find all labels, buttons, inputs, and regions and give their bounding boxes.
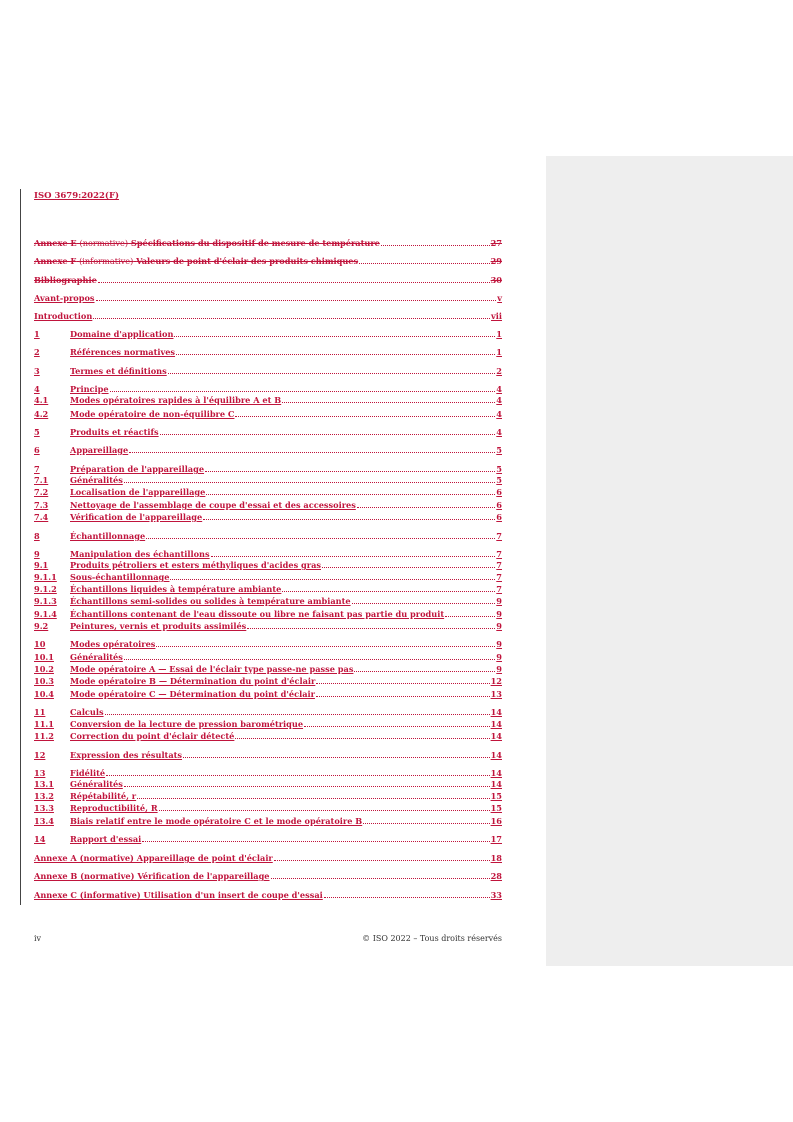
toc-entry-number: 11.2: [34, 731, 54, 741]
toc-entry-title-text: Principe: [70, 384, 109, 394]
toc-entry-number: 9.1: [34, 560, 49, 570]
toc-entry-page: 14: [490, 750, 502, 760]
toc-dot-leader: [105, 714, 490, 715]
toc-entry-number: 10.2: [34, 664, 54, 674]
toc-entry-number: 13.4: [34, 816, 54, 826]
toc-entry-number: 11: [34, 707, 46, 717]
toc-entry[interactable]: [34, 834, 502, 845]
toc-dot-leader: [271, 878, 490, 879]
toc-entry-title: [70, 676, 315, 687]
toc-entry-title: [70, 664, 353, 675]
toc-entry-title-text: Appareillage: [70, 445, 129, 455]
comment-pane: [546, 156, 793, 966]
toc-entry-page: 15: [490, 791, 502, 801]
toc-entry-title-text: Annexe B (normative) Vérification de l'appareillage: [34, 871, 270, 881]
toc-entry-page: 2: [496, 366, 502, 376]
toc-entry-title: [70, 487, 205, 498]
toc-dot-leader: [170, 579, 495, 580]
toc-dot-leader: [316, 696, 490, 697]
toc-entry-title: [70, 779, 123, 790]
toc-entry-title-text: Échantillons liquides à température ambiante: [70, 584, 282, 594]
toc-entry-title: [70, 707, 104, 718]
toc-entry-title-text: Introduction: [34, 311, 93, 321]
toc-entry-page: 29: [490, 256, 502, 266]
toc-dot-leader: [124, 786, 490, 787]
page-number: iv: [34, 934, 42, 943]
toc-entry-page: v: [497, 293, 502, 303]
toc-entry-title-text: Annexe C (informative) Utilisation d'un insert de coupe d'essai: [34, 890, 323, 900]
toc-entry-page: 7: [496, 531, 502, 541]
toc-dot-leader: [176, 354, 495, 355]
toc-entry-title: [70, 609, 444, 620]
toc-entry[interactable]: [34, 512, 502, 523]
toc-entry-title: [70, 512, 202, 523]
toc-entry-title: [70, 366, 167, 377]
toc-dot-leader: [381, 245, 490, 246]
toc-entry-page: 14: [490, 768, 502, 778]
toc-entry-number: 9.1.2: [34, 584, 57, 594]
toc-dot-leader: [160, 434, 496, 435]
toc-dot-leader: [146, 538, 495, 539]
toc-entry[interactable]: [34, 664, 502, 675]
toc-entry-page: 9: [496, 639, 502, 649]
toc-dot-leader: [137, 798, 489, 799]
toc-entry-number: 13.2: [34, 791, 54, 801]
toc-entry-title: [70, 572, 169, 583]
toc-entry-page: 4: [496, 384, 502, 394]
document-id-header: ISO 3679:2022(F): [34, 191, 120, 201]
toc-entry-page: 9: [496, 609, 502, 619]
toc-entry-title: [70, 768, 105, 779]
toc-entry-number: 12: [34, 750, 46, 760]
toc-entry[interactable]: [34, 584, 502, 595]
toc-entry[interactable]: [34, 596, 502, 607]
toc-entry[interactable]: [34, 731, 502, 742]
toc-entry-page: 7: [496, 572, 502, 582]
toc-entry[interactable]: [34, 689, 502, 700]
toc-entry-number: 10.3: [34, 676, 54, 686]
toc-dot-leader: [159, 810, 490, 811]
toc-dot-leader: [156, 646, 495, 647]
toc-entry-page: 14: [490, 719, 502, 729]
toc-entry-page: 14: [490, 731, 502, 741]
toc-entry-title: [70, 834, 141, 845]
toc-entry-title-text: Sous-échantillonnage: [70, 572, 170, 582]
toc-entry-title-text: Mode opératoire B — Détermination du point d'éclair: [70, 676, 316, 686]
toc-entry[interactable]: [34, 803, 502, 814]
toc-dot-leader: [354, 671, 495, 672]
toc-dot-leader: [211, 556, 496, 557]
toc-entry-title-text: Correction du point d'éclair détecté: [70, 731, 235, 741]
toc-entry-title: [70, 689, 315, 700]
toc-entry[interactable]: [34, 621, 502, 632]
toc-entry-number: 7.3: [34, 500, 49, 510]
toc-dot-leader: [282, 402, 495, 403]
toc-entry-annex-title: Spécifications du dispositif de mesure de température: [130, 238, 380, 248]
toc-entry[interactable]: [34, 500, 502, 511]
toc-dot-leader: [205, 471, 495, 472]
toc-entry-page: 6: [496, 487, 502, 497]
toc-entry-page: 6: [496, 500, 502, 510]
toc-entry-page: 7: [496, 560, 502, 570]
toc-dot-leader: [206, 494, 495, 495]
toc-dot-leader: [106, 775, 490, 776]
toc-entry-number: 10: [34, 639, 46, 649]
toc-entry[interactable]: [34, 639, 502, 650]
toc-entry-number: 13: [34, 768, 46, 778]
toc-entry-title: [70, 596, 351, 607]
toc-entry-annex-title: Valeurs de point d'éclair des produits chimiques: [136, 256, 359, 266]
toc-entry[interactable]: [34, 719, 502, 730]
toc-entry-title: [70, 731, 234, 742]
toc-entry-title-text: Calculs: [70, 707, 104, 717]
toc-entry-number: 9.1.4: [34, 609, 57, 619]
toc-entry-number: 3: [34, 366, 40, 376]
toc-entry-title: [70, 652, 123, 663]
toc-entry-title-text: Expression des résultats: [70, 750, 183, 760]
toc-entry-title: [34, 311, 92, 322]
toc-entry-title-text: Mode opératoire de non-équilibre C: [70, 409, 235, 419]
toc-entry[interactable]: [34, 779, 502, 790]
toc-entry-title-text: Domaine d'application: [70, 329, 174, 339]
toc-dot-leader: [124, 659, 495, 660]
toc-entry[interactable]: [34, 560, 502, 571]
toc-entry-title: [70, 464, 204, 475]
toc-entry-title: [70, 409, 234, 420]
toc-dot-leader: [96, 300, 497, 301]
toc-dot-leader: [235, 738, 489, 739]
toc-entry-title: [70, 549, 210, 560]
toc-entry-title-text: Peintures, vernis et produits assimilés: [70, 621, 247, 631]
toc-dot-leader: [93, 318, 490, 319]
toc-entry-title-text: Produits pétroliers et esters méthyliques d'acides gras: [70, 560, 321, 570]
toc-dot-leader: [304, 726, 490, 727]
toc-entry-title: [34, 238, 380, 249]
toc-entry-page: 1: [496, 347, 502, 357]
toc-entry-title-text: Répétabilité, r: [70, 791, 137, 801]
toc-entry-title: [34, 293, 95, 304]
toc-entry-page: 5: [496, 445, 502, 455]
toc-entry-annex-type: (informative): [79, 256, 134, 266]
toc-entry-page: 12: [490, 676, 502, 686]
toc-entry-page: 14: [490, 779, 502, 789]
toc-dot-leader: [274, 860, 490, 861]
toc-entry-page: 17: [490, 834, 502, 844]
change-bar: [20, 189, 21, 905]
toc-entry-title-text: Échantillons contenant de l'eau dissoute ou libre ne faisant pas partie du produit: [70, 609, 445, 619]
toc-entry-page: 5: [496, 475, 502, 485]
toc-entry-title-text: Conversion de la lecture de pression barométrique: [70, 719, 304, 729]
toc-entry[interactable]: [34, 609, 502, 620]
toc-entry[interactable]: [34, 427, 502, 438]
toc-entry[interactable]: [34, 853, 502, 864]
toc-entry-title-text: Nettoyage de l'assemblage de coupe d'essai et des accessoires: [70, 500, 356, 510]
toc-entry-page: 9: [496, 596, 502, 606]
toc-entry-number: 10.1: [34, 652, 54, 662]
toc-entry-title-text: Échantillonnage: [70, 531, 146, 541]
toc-entry[interactable]: [34, 475, 502, 486]
toc-entry[interactable]: [34, 409, 502, 420]
toc-entry-page: 27: [490, 238, 502, 248]
toc-entry-title-text: Avant-propos: [34, 293, 95, 303]
toc-entry[interactable]: [34, 890, 502, 901]
toc-dot-leader: [183, 757, 490, 758]
toc-entry-title-text: Fidélité: [70, 768, 106, 778]
toc-entry-title-text: Bibliographie: [34, 275, 97, 285]
toc-entry[interactable]: [34, 366, 502, 377]
toc-entry[interactable]: [34, 487, 502, 498]
toc-entry-title: [70, 395, 281, 406]
toc-entry[interactable]: [34, 347, 502, 358]
toc-entry-title: [34, 890, 323, 901]
toc-entry-title-text: Localisation de l'appareillage: [70, 487, 206, 497]
toc-entry-title: [70, 816, 362, 827]
toc-entry-number: 6: [34, 445, 40, 455]
toc-entry-title: [70, 791, 136, 802]
toc-entry[interactable]: [34, 464, 502, 475]
toc-entry-page: 30: [490, 275, 502, 285]
toc-entry[interactable]: [34, 531, 502, 542]
toc-dot-leader: [203, 519, 495, 520]
toc-entry-page: 18: [490, 853, 502, 863]
toc-entry-page: 5: [496, 464, 502, 474]
toc-entry-page: 9: [496, 621, 502, 631]
toc-entry-title: [70, 531, 145, 542]
toc-entry-title-text: Biais relatif entre le mode opératoire C et le mode opératoire B: [70, 816, 363, 826]
toc-entry-number: 2: [34, 347, 40, 357]
toc-entry-title: [70, 329, 173, 340]
toc-entry-title: [70, 347, 175, 358]
toc-entry-page: 15: [490, 803, 502, 813]
toc-entry-title-text: Généralités: [70, 779, 123, 789]
toc-dot-leader: [98, 282, 490, 283]
toc-entry-title-text: Termes et définitions: [70, 366, 167, 376]
toc-entry-title: [70, 384, 109, 395]
toc-entry-page: 33: [490, 890, 502, 900]
toc-entry[interactable]: [34, 816, 502, 827]
toc-entry[interactable]: [34, 871, 502, 882]
toc-entry-number: 9.1.1: [34, 572, 57, 582]
toc-dot-leader: [324, 897, 490, 898]
toc-entry-title: [34, 275, 97, 286]
toc-entry-number: 7.2: [34, 487, 49, 497]
toc-entry[interactable]: [34, 293, 502, 304]
toc-entry-number: 11.1: [34, 719, 54, 729]
toc-dot-leader: [363, 823, 489, 824]
toc-entry-title: [34, 256, 358, 267]
toc-entry-number: 1: [34, 329, 40, 339]
toc-entry-title-text: Références normatives: [70, 347, 176, 357]
toc-entry[interactable]: [34, 256, 502, 267]
toc-entry-title-text: Préparation de l'appareillage: [70, 464, 205, 474]
toc-dot-leader: [282, 591, 495, 592]
toc-entry[interactable]: [34, 238, 502, 249]
toc-entry-title-text: Mode opératoire A — Essai de l'éclair type passe-ne passe pas: [70, 664, 354, 674]
toc-entry-number: 4: [34, 384, 40, 394]
toc-entry-title: [70, 719, 303, 730]
toc-entry-title-text: Annexe A (normative) Appareillage de point d'éclair: [34, 853, 273, 863]
toc-entry[interactable]: [34, 445, 502, 456]
toc-entry[interactable]: [34, 768, 502, 779]
toc-entry-number: 9.2: [34, 621, 49, 631]
toc-entry-number: 14: [34, 834, 46, 844]
toc-entry-title-text: Annexe E: [34, 238, 77, 248]
toc-entry-title: [70, 560, 321, 571]
toc-entry-number: 13.3: [34, 803, 54, 813]
toc-dot-leader: [445, 616, 495, 617]
toc-entry[interactable]: [34, 275, 502, 286]
toc-entry-title: [70, 584, 281, 595]
toc-dot-leader: [322, 567, 495, 568]
toc-entry-title-text: Échantillons semi-solides ou solides à température ambiante: [70, 596, 351, 606]
toc-entry-page: 13: [490, 689, 502, 699]
toc-entry-page: 16: [490, 816, 502, 826]
toc-dot-leader: [129, 452, 495, 453]
toc-entry[interactable]: [34, 652, 502, 663]
toc-dot-leader: [316, 683, 489, 684]
toc-entry-page: 14: [490, 707, 502, 717]
toc-entry[interactable]: [34, 750, 502, 761]
toc-entry-page: 4: [496, 427, 502, 437]
toc-entry-title: [70, 639, 155, 650]
toc-entry[interactable]: [34, 676, 502, 687]
toc-dot-leader: [142, 841, 489, 842]
toc-entry-page: 7: [496, 584, 502, 594]
toc-entry-number: 4.1: [34, 395, 49, 405]
toc-entry-title: [70, 475, 123, 486]
toc-entry-title-text: Vérification de l'appareillage: [70, 512, 203, 522]
toc-entry-title: [70, 500, 356, 511]
toc-entry-title-text: Mode opératoire C — Détermination du point d'éclair: [70, 689, 315, 699]
toc-dot-leader: [174, 336, 495, 337]
toc-dot-leader: [357, 507, 495, 508]
toc-entry-number: 13.1: [34, 779, 54, 789]
toc-entry[interactable]: [34, 791, 502, 802]
toc-entry-title: [34, 871, 270, 882]
copyright-notice: © ISO 2022 – Tous droits réservés: [362, 934, 502, 943]
toc-dot-leader: [359, 263, 489, 264]
toc-dot-leader: [247, 628, 495, 629]
toc-entry-number: 7: [34, 464, 40, 474]
toc-entry-title-text: Reproductibilité, R: [70, 803, 158, 813]
toc-entry-number: 7.1: [34, 475, 49, 485]
toc-entry-title: [70, 621, 246, 632]
toc-entry-title: [70, 445, 128, 456]
toc-entry[interactable]: [34, 707, 502, 718]
toc-entry-title-text: Rapport d'essai: [70, 834, 142, 844]
toc-entry-page: 9: [496, 664, 502, 674]
toc-entry-title: [70, 750, 182, 761]
toc-entry-number: 7.4: [34, 512, 49, 522]
toc-dot-leader: [110, 391, 496, 392]
toc-entry[interactable]: [34, 329, 502, 340]
toc-entry-title-text: Modes opératoires rapides à l'équilibre A et B: [70, 395, 282, 405]
toc-entry-title-text: Annexe F: [34, 256, 77, 266]
toc-entry-page: 4: [496, 395, 502, 405]
toc-entry-page: 4: [496, 409, 502, 419]
toc-entry[interactable]: [34, 311, 502, 322]
toc-entry-number: 9: [34, 549, 40, 559]
toc-entry-number: 5: [34, 427, 40, 437]
toc-dot-leader: [124, 482, 495, 483]
toc-entry-title-text: Généralités: [70, 652, 123, 662]
toc-entry-title: [70, 803, 158, 814]
toc-dot-leader: [352, 603, 496, 604]
toc-entry-number: 8: [34, 531, 40, 541]
toc-entry[interactable]: [34, 395, 502, 406]
toc-entry-page: 7: [496, 549, 502, 559]
toc-entry-number: 9.1.3: [34, 596, 57, 606]
toc-entry-title-text: Produits et réactifs: [70, 427, 159, 437]
toc-entry-annex-type: (normative): [79, 238, 129, 248]
toc-entry-title: [34, 853, 273, 864]
toc-entry-title: [70, 427, 159, 438]
toc-entry[interactable]: [34, 384, 502, 395]
toc-dot-leader: [235, 416, 495, 417]
toc-entry-number: 4.2: [34, 409, 49, 419]
toc-entry-title-text: Modes opératoires: [70, 639, 156, 649]
toc-entry-page: 6: [496, 512, 502, 522]
toc-entry-page: 28: [490, 871, 502, 881]
toc-entry[interactable]: [34, 549, 502, 560]
toc-entry-title-text: Manipulation des échantillons: [70, 549, 210, 559]
toc-entry-title-text: Généralités: [70, 475, 123, 485]
toc-entry[interactable]: [34, 572, 502, 583]
toc-entry-number: 10.4: [34, 689, 54, 699]
toc-entry-page: 9: [496, 652, 502, 662]
toc-entry-page: vii: [491, 311, 502, 321]
toc-entry-page: 1: [496, 329, 502, 339]
toc-dot-leader: [168, 373, 496, 374]
